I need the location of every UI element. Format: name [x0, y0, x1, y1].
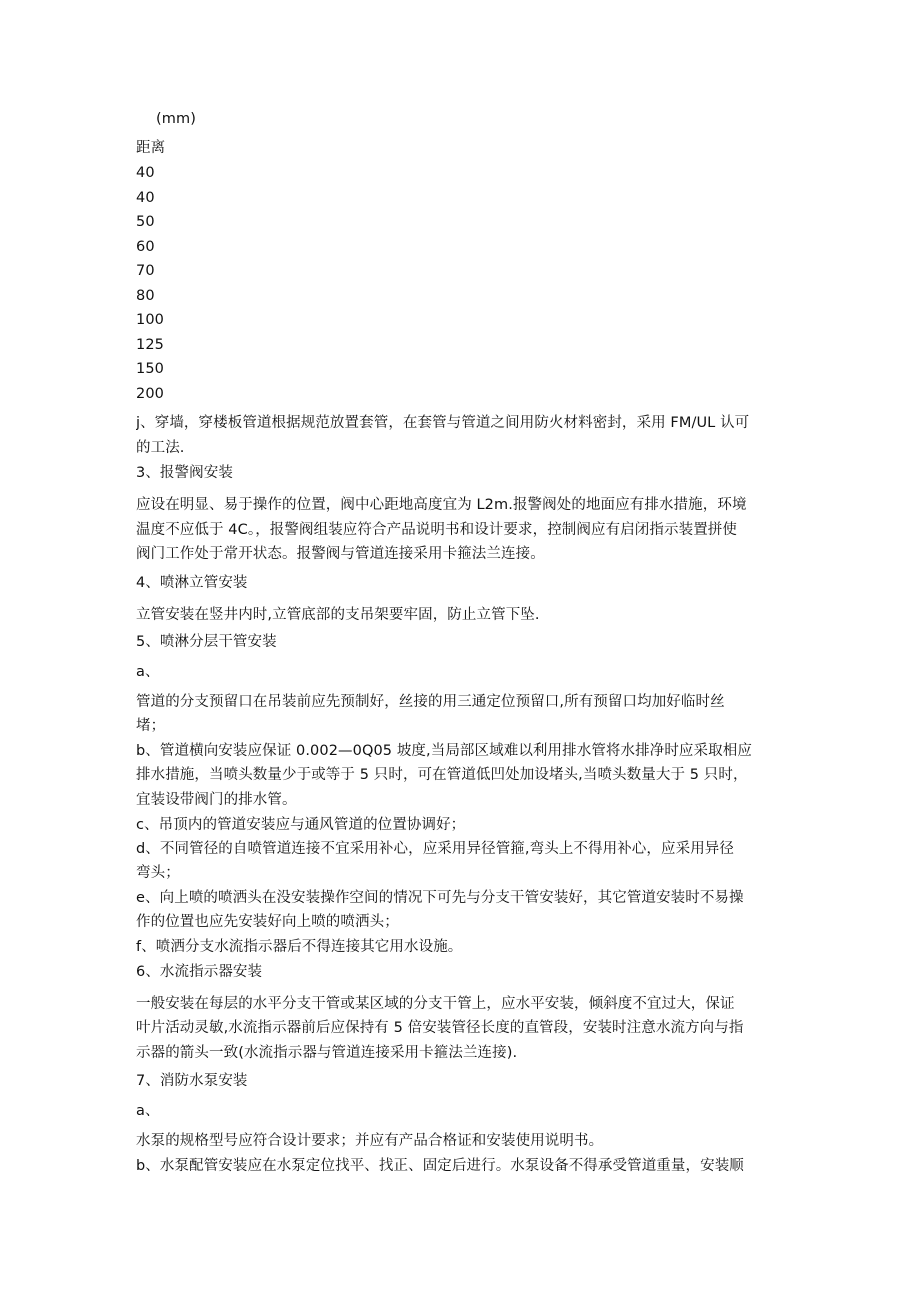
distance-value: 50	[136, 214, 155, 230]
distance-value: 70	[136, 263, 155, 279]
section-title: 5、喷淋分层干管安装	[136, 634, 277, 650]
section-title: 6、水流指示器安装	[136, 964, 263, 980]
paragraph-line: d、不同管径的自喷管道连接不宜采用补心，应采用异径管箍,弯头上不得用补心，应采用异径	[136, 841, 735, 857]
paragraph-line: 立管安装在竖井内时,立管底部的支吊架要牢固，防止立管下坠.	[136, 607, 540, 623]
paragraph-line: 排水措施，当喷头数量少于或等于 5 只时，可在管道低凹处加设堵头,当喷头数量大于 5 只时，	[136, 767, 748, 783]
paragraph-line: f、喷洒分支水流指示器后不得连接其它用水设施。	[136, 939, 463, 955]
distance-value: 150	[136, 361, 164, 377]
distance-value: 100	[136, 312, 164, 328]
section-title: 3、报警阀安装	[136, 465, 233, 481]
section-title: 4、喷淋立管安装	[136, 575, 248, 591]
item-label: a、	[136, 1103, 160, 1119]
paragraph-line: 一般安装在每层的水平分支干管或某区域的分支干管上，应水平安装，倾斜度不宜过大，保证	[136, 996, 735, 1012]
distance-value: 60	[136, 239, 155, 255]
paragraph-line: 管道的分支预留口在吊装前应先预制好，丝接的用三通定位预留口,所有预留口均加好临时丝	[136, 694, 725, 710]
paragraph-line: 弯头；	[136, 865, 180, 881]
distance-value: 200	[136, 386, 164, 402]
paragraph-line: 示器的箭头一致(水流指示器与管道连接采用卡箍法兰连接).	[136, 1045, 518, 1061]
item-label: a、	[136, 664, 160, 680]
paragraph-line: c、吊顶内的管道安装应与通风管道的位置协调好；	[136, 817, 466, 833]
paragraph-line: 应设在明显、易于操作的位置，阀中心距地高度宜为 L2m.报警阀处的地面应有排水措施，环境	[136, 497, 747, 513]
paragraph-line: b、管道横向安装应保证 0.002—0Q05 坡度,当局部区域难以利用排水管将水排净时应采取相应	[136, 743, 752, 759]
paragraph-line: 作的位置也应先安装好向上喷的喷洒头；	[136, 914, 399, 930]
distance-value: 40	[136, 165, 155, 181]
paragraph-line: j、穿墙，穿楼板管道根据规范放置套管，在套管与管道之间用防火材料密封，采用 FM/UL 认可	[136, 415, 750, 431]
distance-value: 80	[136, 288, 155, 304]
distance-header: 距离	[136, 140, 166, 156]
distance-value: 40	[136, 190, 155, 206]
section-title: 7、消防水泵安装	[136, 1073, 248, 1089]
paragraph-line: 堵；	[136, 718, 166, 734]
paragraph-line: b、水泵配管安装应在水泵定位找平、找正、固定后进行。水泵设备不得承受管道重量，安装顺	[136, 1158, 744, 1174]
paragraph-line: 宜装设带阀门的排水管。	[136, 792, 297, 808]
paragraph-line: 阀门工作处于常开状态。报警阀与管道连接采用卡箍法兰连接。	[136, 546, 545, 562]
paragraph-line: 的工法.	[136, 440, 185, 456]
paragraph-line: 温度不应低于 4C。，报警阀组装应符合产品说明书和设计要求，控制阀应有启闭指示装置拼使	[136, 522, 738, 538]
unit-header: (mm)	[156, 111, 196, 127]
distance-value: 125	[136, 337, 164, 353]
paragraph-line: 水泵的规格型号应符合设计要求；并应有产品合格证和安装使用说明书。	[136, 1133, 604, 1149]
paragraph-line: 叶片活动灵敏,水流指示器前后应保持有 5 倍安装管径长度的直管段，安装时注意水流方向与指	[136, 1020, 744, 1036]
paragraph-line: e、向上喷的喷洒头在没安装操作空间的情况下可先与分支干管安装好，其它管道安装时不易操	[136, 890, 744, 906]
